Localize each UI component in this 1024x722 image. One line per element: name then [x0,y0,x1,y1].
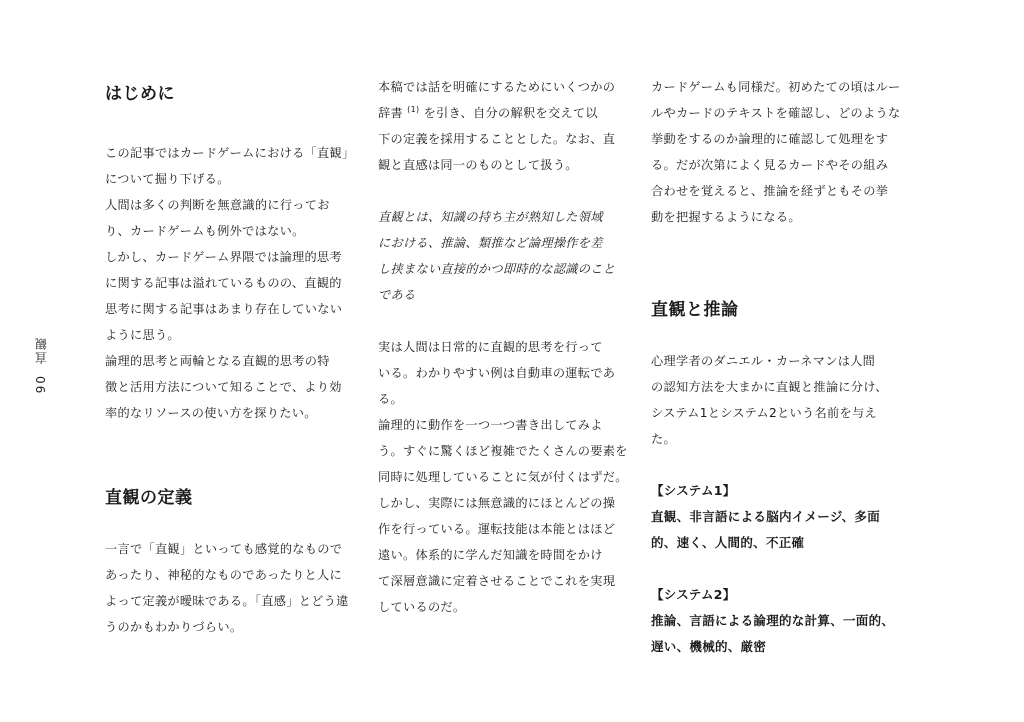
text-line: 観と直感は同一のものとして扱う。 [378,158,578,172]
text-line: 合わせを覚えると、推論を経ずともその挙 [651,184,889,198]
text-line: り、カードゲームも例外ではない。 [105,224,305,238]
column-3 [651,74,901,660]
text-line: 同時に処理していることに気が付くはずだ。 [378,470,628,484]
text-line: 思考に関する記事はあまり存在していない [105,302,343,316]
text-line: る。だが次第によく見るカードやその組み [651,158,889,172]
text-line: う。すぐに驚くほど複雑でたくさんの要素を [378,444,628,458]
text-line: システム1とシステム2という名前を与えた。 [651,406,877,446]
system1-label: 【システム1】 [651,483,736,498]
heading-definition: 直観の定義 [105,488,193,508]
text-line: 論理的に動作を一つ一つ書き出してみよ [378,418,603,432]
running-title: 直観 [34,336,49,364]
text-fragment: 辞書 [378,106,408,120]
system2-description: 遅い、機械的、厳密 [651,639,767,654]
heading-intuition-and-reasoning: 直観と推論 [651,300,739,320]
text-line: の認知方法を大まかに直観と推論に分け、 [651,380,888,394]
page-margin-label [26,336,56,393]
text-line: 徴と活用方法について知ることで、より効 [105,380,342,394]
text-line: 率的なリソースの使い方を探りたい。 [105,406,317,420]
definition-quote-line: 直観とは、知識の持ち主が熟知した領域 [378,210,603,224]
system2-description: 推論、言語による論理的な計算、一面的、 [651,613,895,628]
text-line-with-footnote [378,100,628,126]
definition-quote-line: である [378,288,416,302]
text-line: 動を把握するようになる。 [651,210,801,224]
system1-description: 的、速く、人間的、不正確 [651,535,805,550]
text-line: 心理学者のダニエル・カーネマンは人間 [651,354,876,368]
footnote-marker[interactable]: (1) [407,104,420,114]
text-line: 挙動をするのか論理的に確認して処理をす [651,132,889,146]
text-line: ように思う。 [105,328,180,342]
text-line: うのかもわかりづらい。 [105,620,243,634]
text-line: る。 [378,392,403,406]
text-line: ルやカードのテキストを確認し、どのような [651,106,901,120]
text-line: 人間は多くの判断を無意識的に行ってお [105,198,330,212]
text-line: 遠い。体系的に学んだ知識を時間をかけ [378,548,603,562]
text-line: いる。わかりやすい例は自動車の運転であ [378,366,616,380]
text-line: て深層意識に定着させることでこれを実現 [378,574,616,588]
text-line: について掘り下げる。 [105,172,230,186]
system1-description: 直観、非言語による脳内イメージ、多面 [651,509,881,524]
text-line: しかし、カードゲーム界隈では論理的思考 [105,250,343,264]
definition-quote-line: における、推論、類推など論理操作を差 [378,236,603,250]
text-fragment: を引き、自分の解釈を交えて以 [419,106,598,120]
column-1 [105,74,355,640]
text-line: に関する記事は溢れているものの、直観的 [105,276,342,290]
heading-introduction: はじめに [105,84,175,104]
definition-quote-line: し挟まない直接的かつ即時的な認識のこと [378,262,616,276]
text-line: しかし、実際には無意識的にほとんどの操 [378,496,616,510]
text-line: 本稿では話を明確にするためにいくつかの [378,80,616,94]
text-line: 一言で「直観」といっても感覚的なもので [105,542,343,556]
text-line: この記事ではカードゲームにおける「直観」 [105,146,355,160]
text-line: 下の定義を採用することとした。なお、直 [378,132,616,146]
text-line: よって定義が曖昧である。「直感」とどう違 [105,594,349,608]
page-number: 90 [34,374,48,394]
text-line: 論理的思考と両輪となる直観的思考の特 [105,354,330,368]
column-2 [378,74,628,620]
system2-label: 【システム2】 [651,587,736,602]
text-line: しているのだ。 [378,600,466,614]
text-line: カードゲームも同様だ。初めたての頃はルー [651,80,901,94]
text-line: あったり、神秘的なものであったりと人に [105,568,343,582]
text-line: 作を行っている。運転技能は本能とはほど [378,522,616,536]
text-line: 実は人間は日常的に直観的思考を行って [378,340,603,354]
